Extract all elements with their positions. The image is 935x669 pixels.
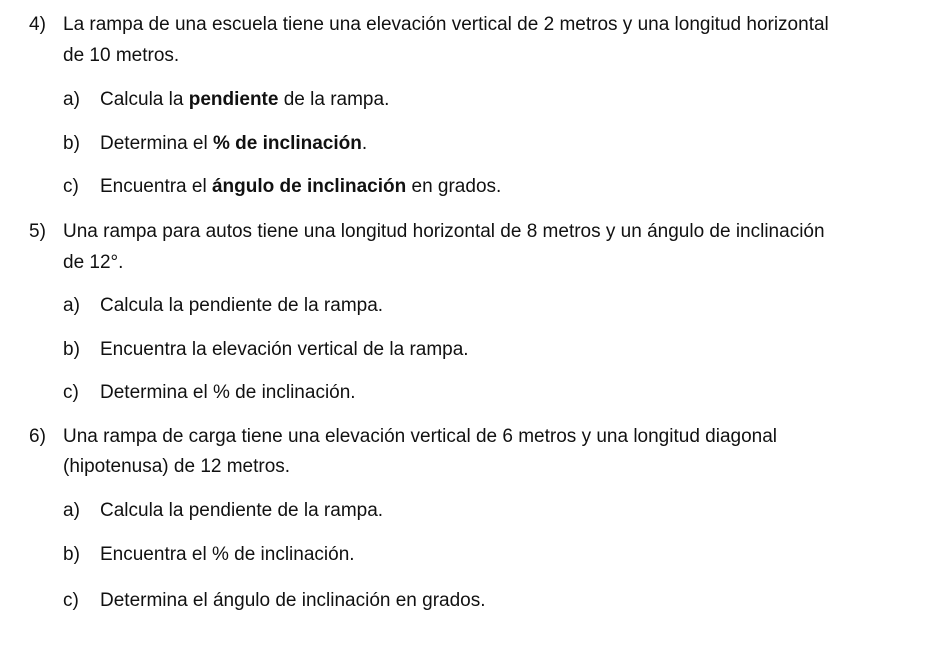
part-letter: c) [63,590,79,611]
problem-statement-continued: de 10 metros. [63,45,180,66]
part-text: Calcula la pendiente de la rampa. [100,500,384,521]
part-text: Calcula la pendiente de la rampa. [100,295,384,316]
part-text: Calcula la pendiente de la rampa. [100,89,390,110]
part-letter: a) [63,500,80,521]
part-letter: c) [63,176,79,197]
problem-number: 4) [29,14,46,35]
bold-term: ángulo de inclinación [211,176,407,197]
part-letter: b) [63,544,80,565]
part-text: Encuentra el ángulo de inclinación en grados. [100,176,502,197]
part-text: Encuentra la elevación vertical de la rampa. [100,339,469,360]
part-letter: a) [63,89,80,110]
bold-term: pendiente [188,89,279,110]
part-text: Determina el % de inclinación. [100,133,368,154]
part-letter: c) [63,382,79,403]
part-text: Encuentra el % de inclinación. [100,544,355,565]
part-text: Determina el ángulo de inclinación en grados. [100,590,486,611]
problem-statement: Una rampa de carga tiene una elevación vertical de 6 metros y una longitud diagonal [63,426,778,447]
part-letter: a) [63,295,80,316]
problem-number: 5) [29,221,46,242]
problem-number: 6) [29,426,46,447]
part-letter: b) [63,133,80,154]
problem-statement: La rampa de una escuela tiene una elevación vertical de 2 metros y una longitud horizontal [63,14,829,35]
bold-term: % de inclinación [213,133,362,154]
problem-statement-continued: de 12°. [63,252,124,273]
problem-statement: Una rampa para autos tiene una longitud horizontal de 8 metros y un ángulo de inclinación [63,221,825,242]
part-text: Determina el % de inclinación. [100,382,356,403]
problem-statement-continued: (hipotenusa) de 12 metros. [63,456,291,477]
part-letter: b) [63,339,80,360]
